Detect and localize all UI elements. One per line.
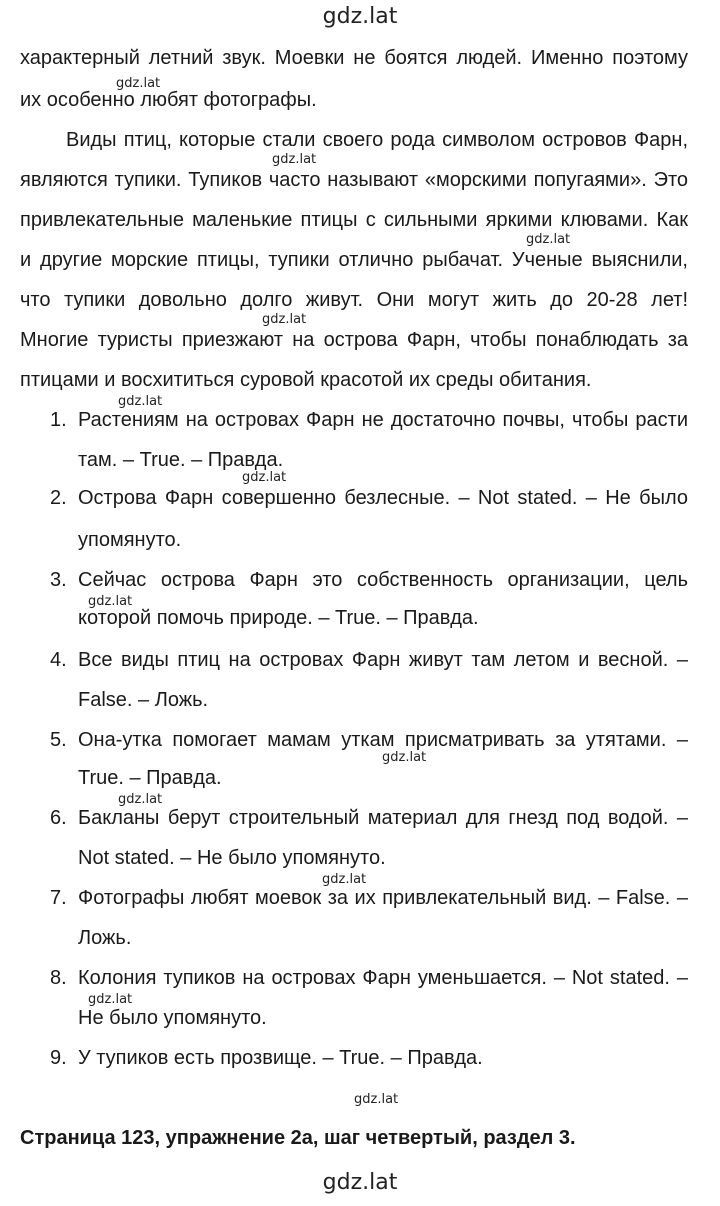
list-item-text: упомянуто.: [78, 529, 182, 551]
paragraph-line: являются тупики. Тупиков часто называют «морскими попугаями». Это: [20, 169, 688, 191]
paragraph-line: их особенно любят фотографы.: [20, 89, 317, 111]
section-heading: Страница 123, упражнение 2a, шаг четвертый, раздел 3.: [20, 1127, 576, 1149]
list-item-number: 8.: [50, 967, 67, 989]
paragraph-line: птицами и восхититься суровой красотой их среды обитания.: [20, 369, 592, 391]
watermark-inline: gdz.lat: [116, 76, 161, 91]
list-item-text: У тупиков есть прозвище. – True. – Правда.: [78, 1047, 483, 1069]
list-item-text: Not stated. – Не было упомянуто.: [78, 847, 386, 869]
watermark-inline: gdz.lat: [354, 1092, 399, 1107]
watermark-header: gdz.lat: [322, 4, 398, 29]
watermark-inline: gdz.lat: [88, 594, 133, 609]
paragraph-line: Виды птиц, которые стали своего рода символом островов Фарн,: [66, 129, 688, 151]
list-item-number: 2.: [50, 487, 67, 509]
list-item-text: Растениям на островах Фарн не достаточно почвы, чтобы расти: [78, 409, 688, 431]
list-item-number: 6.: [50, 807, 67, 829]
watermark-inline: gdz.lat: [242, 470, 287, 485]
list-item-number: 4.: [50, 649, 67, 671]
list-item-text: Она-утка помогает мамам уткам присматривать за утятами. –: [78, 729, 688, 751]
watermark-inline: gdz.lat: [262, 312, 307, 327]
paragraph-line: характерный летний звук. Моевки не боятся людей. Именно поэтому: [20, 47, 688, 69]
paragraph-line: что тупики довольно долго живут. Они могут жить до 20-28 лет!: [20, 289, 688, 311]
list-item-number: 7.: [50, 887, 67, 909]
watermark-inline: gdz.lat: [272, 152, 317, 167]
list-item-text: Ложь.: [78, 927, 132, 949]
watermark-inline: gdz.lat: [526, 232, 571, 247]
list-item-text: Бакланы берут строительный материал для гнезд под водой. –: [78, 807, 688, 829]
list-item-number: 5.: [50, 729, 67, 751]
list-item-text: там. – True. – Правда.: [78, 449, 284, 471]
list-item-text: Не было упомянуто.: [78, 1007, 267, 1029]
list-item-number: 9.: [50, 1047, 67, 1069]
watermark-inline: gdz.lat: [118, 394, 163, 409]
list-item-text: Все виды птиц на островах Фарн живут там летом и весной. –: [78, 649, 688, 671]
watermark-inline: gdz.lat: [322, 872, 367, 887]
list-item-number: 3.: [50, 569, 67, 591]
list-item-text: которой помочь природе. – True. – Правда.: [78, 607, 479, 629]
paragraph-line: привлекательные маленькие птицы с сильными яркими клювами. Как: [20, 209, 688, 231]
list-item-text: Фотографы любят моевок за их привлекательный вид. – False. –: [78, 887, 688, 909]
paragraph-line: и другие морские птицы, тупики отлично рыбачат. Ученые выяснили,: [20, 249, 688, 271]
list-item-text: False. – Ложь.: [78, 689, 209, 711]
watermark-inline: gdz.lat: [382, 750, 427, 765]
list-item-text: Сейчас острова Фарн это собственность организации, цель: [78, 569, 688, 591]
list-item-text: True. – Правда.: [78, 767, 222, 789]
watermark-footer: gdz.lat: [322, 1170, 398, 1195]
list-item-text: Острова Фарн совершенно безлесные. – Not stated. – Не было: [78, 487, 688, 509]
watermark-inline: gdz.lat: [118, 792, 163, 807]
list-item-number: 1.: [50, 409, 67, 431]
watermark-inline: gdz.lat: [88, 992, 133, 1007]
paragraph-line: Многие туристы приезжают на острова Фарн, чтобы понаблюдать за: [20, 329, 688, 351]
list-item-text: Колония тупиков на островах Фарн уменьшается. – Not stated. –: [78, 967, 688, 989]
